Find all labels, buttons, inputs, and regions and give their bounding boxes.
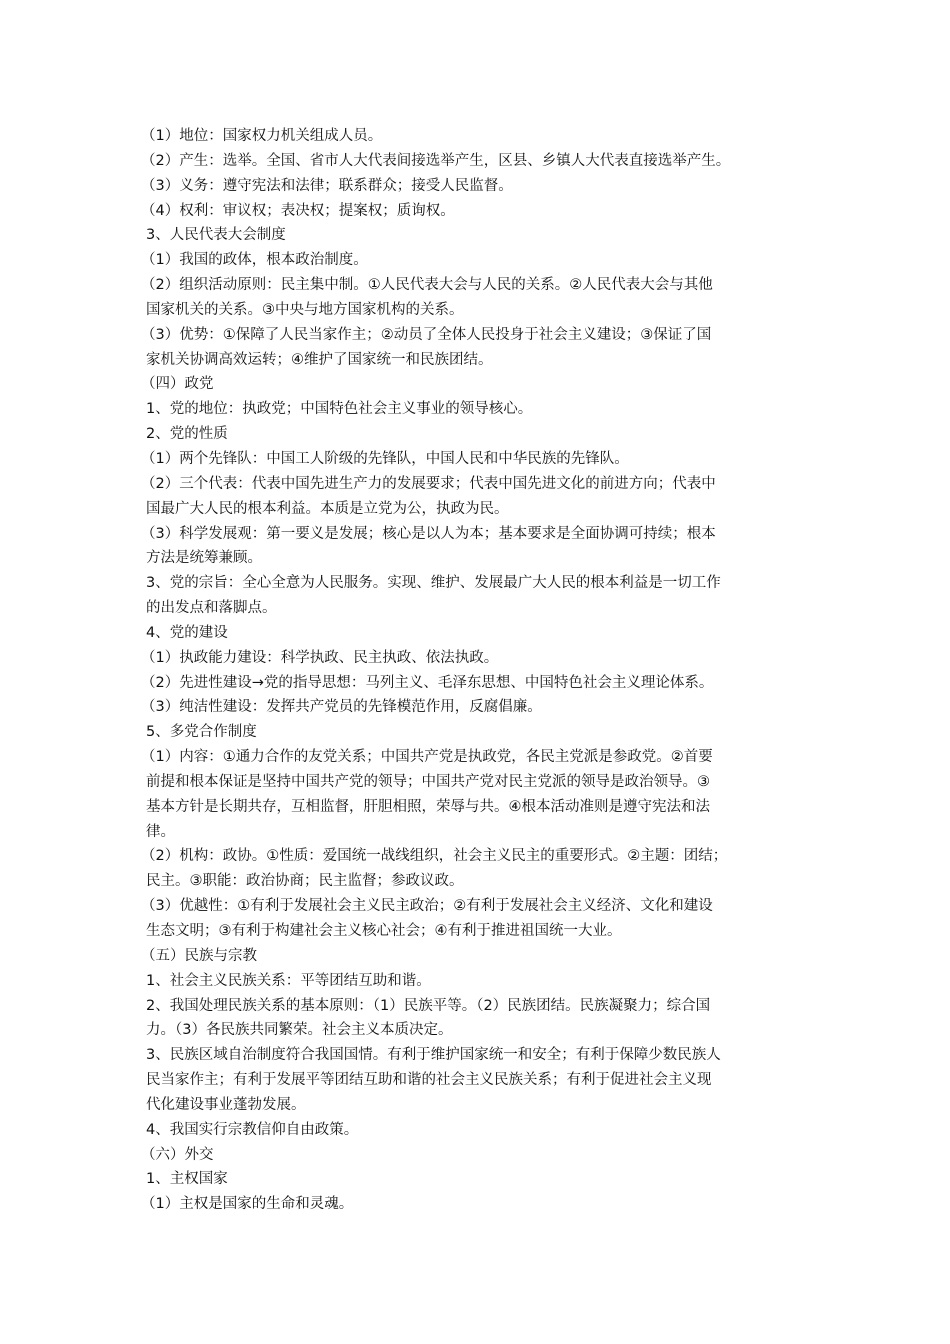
text-line: 民主。③职能：政治协商；民主监督；参政议政。 — [146, 873, 464, 890]
text-line: （2）先进性建设→党的指导思想：马列主义、毛泽东思想、中国特色社会主义理论体系。 — [141, 674, 714, 691]
text-line: 4、我国实行宗教信仰自由政策。 — [146, 1121, 359, 1138]
text-line: 基本方针是长期共存，互相监督，肝胆相照，荣辱与共。④根本活动准则是遵守宪法和法 — [146, 798, 710, 815]
text-line: （1）执政能力建设：科学执政、民主执政、依法执政。 — [141, 649, 499, 666]
text-line: 2、党的性质 — [146, 426, 228, 443]
text-line: 3、人民代表大会制度 — [146, 227, 286, 244]
text-line: 国最广大人民的根本利益。本质是立党为公，执政为民。 — [146, 500, 509, 517]
text-line: （六）外交 — [141, 1146, 214, 1163]
document-body — [141, 124, 826, 1217]
text-line: 国家机关的关系。③中央与地方国家机构的关系。 — [146, 301, 464, 318]
text-line: （1）我国的政体，根本政治制度。 — [141, 252, 368, 269]
text-line: （3）义务：遵守宪法和法律；联系群众；接受人民监督。 — [141, 177, 513, 194]
text-line: （四）政党 — [141, 376, 214, 393]
text-line: （2）组织活动原则：民主集中制。①人民代表大会与人民的关系。②人民代表大会与其他 — [141, 277, 713, 294]
text-line: （2）三个代表：代表中国先进生产力的发展要求；代表中国先进文化的前进方向；代表中 — [141, 475, 716, 492]
text-line: （五）民族与宗教 — [141, 947, 257, 964]
text-line: 前提和根本保证是坚持中国共产党的领导；中国共产党对民主党派的领导是政治领导。③ — [146, 773, 710, 790]
text-line: 3、党的宗旨：全心全意为人民服务。实现、维护、发展最广大人民的根本利益是一切工作 — [146, 575, 721, 592]
text-line: 生态文明；③有利于构建社会主义核心社会；④有利于推进祖国统一大业。 — [146, 923, 622, 939]
text-line: 力。（3）各民族共同繁荣。社会主义本质决定。 — [146, 1022, 453, 1039]
text-line: （3）优势：①保障了人民当家作主；②动员了全体人民投身于社会主义建设；③保证了国 — [141, 326, 712, 343]
text-line: （3）纯洁性建设：发挥共产党员的先锋模范作用，反腐倡廉。 — [141, 699, 542, 716]
text-line: 1、主权国家 — [146, 1171, 228, 1188]
text-line: （1）内容：①通力合作的友党关系；中国共产党是执政党，各民主党派是参政党。②首要 — [141, 749, 713, 766]
text-line: （1）主权是国家的生命和灵魂。 — [141, 1196, 354, 1213]
text-line: （1）地位：国家权力机关组成人员。 — [141, 128, 383, 144]
text-line: 5、多党合作制度 — [146, 724, 257, 741]
text-line: （3）科学发展观：第一要义是发展；核心是以人为本；基本要求是全面协调可持续；根本 — [141, 525, 716, 542]
text-line: 律。 — [146, 823, 175, 840]
text-line: 的出发点和落脚点。 — [146, 600, 277, 617]
text-line: （4）权利：审议权；表决权；提案权；质询权。 — [141, 202, 455, 219]
text-line: 1、社会主义民族关系：平等团结互助和谐。 — [146, 972, 431, 989]
text-line: （3）优越性：①有利于发展社会主义民主政治；②有利于发展社会主义经济、文化和建设 — [141, 898, 713, 915]
text-line: 代化建设事业蓬勃发展。 — [146, 1096, 306, 1113]
text-line: 民当家作主；有利于发展平等团结互助和谐的社会主义民族关系；有利于促进社会主义现 — [146, 1072, 712, 1089]
text-line: 家机关协调高效运转；④维护了国家统一和民族团结。 — [146, 351, 493, 368]
text-line: （2）机构：政协。①性质：爱国统一战线组织，社会主义民主的重要形式。②主题：团结； — [141, 848, 728, 865]
text-line: （1）两个先锋队：中国工人阶级的先锋队，中国人民和中华民族的先锋队。 — [141, 450, 629, 467]
text-line: 1、党的地位：执政党；中国特色社会主义事业的领导核心。 — [146, 401, 533, 418]
text-line: 2、我国处理民族关系的基本原则：（1）民族平等。（2）民族团结。民族凝聚力；综合国 — [146, 997, 711, 1014]
text-line: （2）产生：选举。全国、省市人大代表间接选举产生，区县、乡镇人大代表直接选举产生。 — [141, 152, 731, 169]
text-line: 3、民族区域自治制度符合我国国情。有利于维护国家统一和安全；有利于保障少数民族人 — [146, 1047, 721, 1064]
text-line: 4、党的建设 — [146, 624, 228, 641]
text-line: 方法是统筹兼顾。 — [146, 550, 262, 567]
